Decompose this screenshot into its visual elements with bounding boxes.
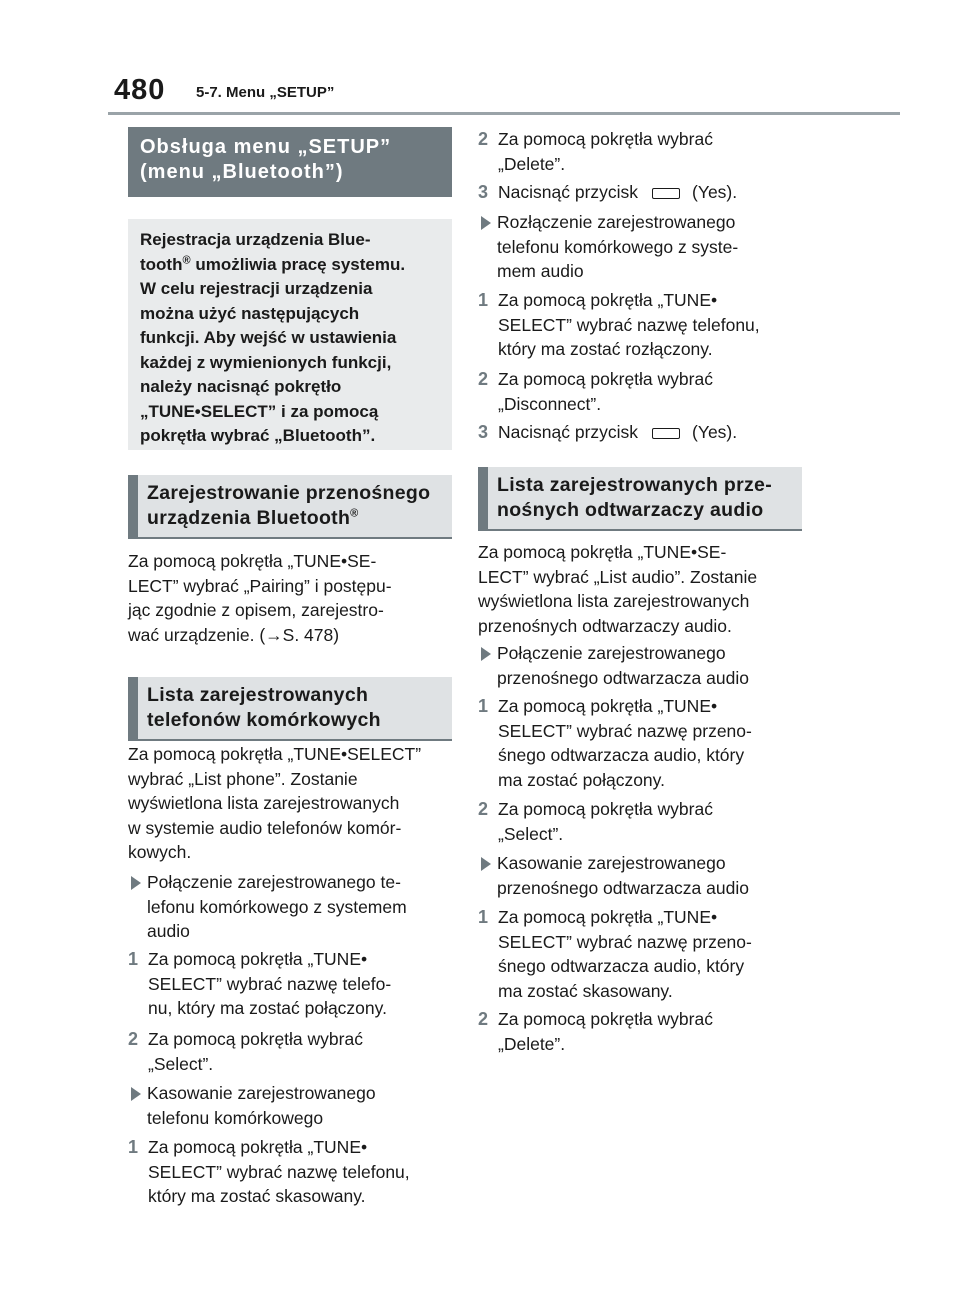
phone-list-text: Za pomocą pokrętła „TUNE•SELECT” wybrać „List phone”. Zostanie wyświetlona lista zarejestrowanych w systemie audio telefonów komór- kowych. [128,744,422,862]
triangle-bullet-icon [131,1087,141,1101]
header-rule [108,112,900,115]
step-number: 1 [478,696,489,716]
step-number: 2 [478,1009,489,1029]
bullet-connect-audio: Połączenie zarejestrowanego przenośnego odtwarzacza audio [478,641,798,690]
pairing-text: Za pomocą pokrętła „TUNE•SE- LECT” wybrać „Pairing” i postępu- jąc zgodnie z opisem, zarejestro- wać urządzenie. (→S. 478) [128,551,392,645]
step-item: 1 Za pomocą pokrętła „TUNE• SELECT” wybrać nazwę telefonu, który ma zostać skasowany. [128,1137,410,1206]
section-heading-pairing: Zarejestrowanie przenośnego urządzenia Bluetooth® [128,475,452,539]
step-item: 1 Za pomocą pokrętła „TUNE• SELECT” wybrać nazwę telefo- nu, który ma zostać połączony. [128,949,392,1018]
step-item: 2 Za pomocą pokrętła wybrać „Select”. [478,799,713,844]
triangle-bullet-icon [481,216,491,230]
step-number: 1 [478,290,489,310]
step-item: 1 Za pomocą pokrętła „TUNE• SELECT” wybrać nazwę przeno- śnego odtwarzacza audio, który ma zostać połączony. [478,696,752,790]
bullet-connect-phone: Połączenie zarejestrowanego te- lefonu komórkowego z systemem audio [128,870,448,944]
step-item: 3 Nacisnąć przycisk (Yes). [478,420,804,445]
step-number: 3 [478,422,489,442]
step-number: 1 [128,949,139,969]
step-item: 3 Nacisnąć przycisk (Yes). [478,180,804,205]
step-number: 2 [478,369,489,389]
triangle-bullet-icon [481,647,491,661]
button-icon [652,188,680,199]
main-heading: Obsługa menu „SETUP” (menu „Bluetooth”) [128,127,452,197]
bullet-delete-phone: Kasowanie zarejestrowanego telefonu komórkowego [128,1081,448,1130]
section-heading-audio-list: Lista zarejestrowanych prze- nośnych odtwarzaczy audio [478,467,802,531]
bullet-delete-audio: Kasowanie zarejestrowanego przenośnego odtwarzacza audio [478,851,798,900]
step-item: 2 Za pomocą pokrętła wybrać „Disconnect”. [478,369,713,414]
step-item: 2 Za pomocą pokrętła wybrać „Delete”. [478,129,713,174]
button-icon [652,428,680,439]
step-item: 1 Za pomocą pokrętła „TUNE• SELECT” wybrać nazwę przeno- śnego odtwarzacza audio, który ma zostać skasowany. [478,907,752,1001]
step-number: 2 [128,1029,139,1049]
triangle-bullet-icon [131,876,141,890]
triangle-bullet-icon [481,857,491,871]
step-item: 2 Za pomocą pokrętła wybrać „Select”. [128,1029,363,1074]
step-number: 2 [478,129,489,149]
bullet-disconnect-phone: Rozłączenie zarejestrowanego telefonu komórkowego z syste- mem audio [478,210,798,284]
section-heading-phone-list: Lista zarejestrowanych telefonów komórkowych [128,677,452,741]
chapter-title: 5-7. Menu „SETUP” [196,84,335,101]
step-number: 3 [478,182,489,202]
page-number: 480 [114,74,166,106]
intro-box: Rejestracja urządzenia Blue- tooth® umożliwia pracę systemu. W celu rejestracji urządzenia można użyć następujących funkcji. Aby wejść w ustawienia każdej z wymienionych funkcji, należy nacisnąć pokrętło „TUNE•SELECT” i za pomocą pokrętła wybrać „Bluetooth”. [128,219,452,450]
audio-list-text: Za pomocą pokrętła „TUNE•SE- LECT” wybrać „List audio”. Zostanie wyświetlona lista zarejestrowanych przenośnych odtwarzaczy audio. [478,542,758,636]
step-number: 1 [478,907,489,927]
step-number: 1 [128,1137,139,1157]
step-item: 1 Za pomocą pokrętła „TUNE• SELECT” wybrać nazwę telefonu, który ma zostać rozłączony. [478,290,760,359]
step-item: 2 Za pomocą pokrętła wybrać „Delete”. [478,1009,713,1054]
step-number: 2 [478,799,489,819]
